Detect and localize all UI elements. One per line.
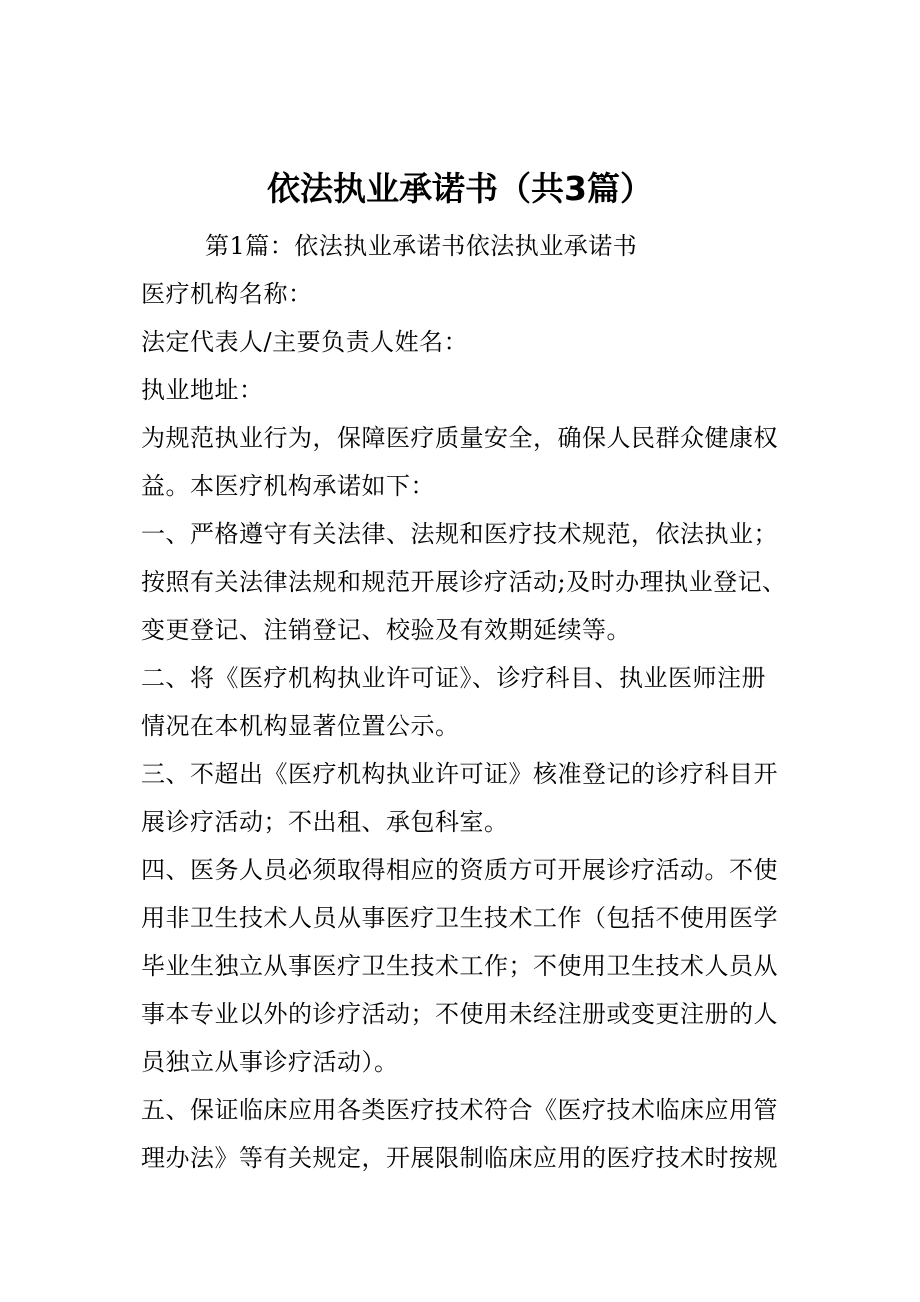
text-line: 为规范执业行为，保障医疗质量安全，确保人民群众健康权 [141,424,778,452]
text-line: 按照有关法律法规和规范开展诊疗活动;及时办理执业登记、 [141,568,787,596]
text-line: 展诊疗活动；不出租、承包科室。 [141,808,509,836]
text-line: 用非卫生技术人员从事医疗卫生技术工作（包括不使用医学 [141,904,778,932]
chapter-heading: 第1篇：依法执业承诺书依法执业承诺书 [205,232,638,260]
text-line: 二、将《医疗机构执业许可证》、诊疗科目、执业医师注册 [141,664,766,692]
commitment-item-1 [141,510,787,654]
commitment-item-3 [141,750,783,846]
field-institution-name: 医疗机构名称： [141,280,313,308]
field-address: 执业地址： [141,376,264,404]
commitment-item-5 [141,1086,783,1182]
intro-paragraph [141,414,783,510]
document-body [141,222,787,1182]
text-line: 员独立从事诊疗活动）。 [141,1048,399,1076]
text-line: 四、医务人员必须取得相应的资质方可开展诊疗活动。不使 [141,856,778,884]
text-line: 五、保证临床应用各类医疗技术符合《医疗技术临床应用管 [141,1096,778,1124]
commitment-item-2 [141,654,783,750]
text-line: 益。本医疗机构承诺如下： [141,472,435,500]
text-line: 毕业生独立从事医疗卫生技术工作；不使用卫生技术人员从 [141,952,778,980]
text-line: 情况在本机构显著位置公示。 [141,712,460,740]
text-line: 理办法》等有关规定，开展限制临床应用的医疗技术时按规 [141,1144,778,1172]
commitment-item-4 [141,846,783,1086]
text-line: 事本专业以外的诊疗活动；不使用未经注册或变更注册的人 [141,1000,778,1028]
document-title: 依法执业承诺书（共3篇） [267,169,653,209]
field-legal-representative: 法定代表人/主要负责人姓名： [141,328,469,356]
text-line: 变更登记、注销登记、校验及有效期延续等。 [141,616,631,644]
text-line: 三、不超出《医疗机构执业许可证》核准登记的诊疗科目开 [141,760,778,788]
text-line: 一、严格遵守有关法律、法规和医疗技术规范，依法执业； [141,520,778,548]
